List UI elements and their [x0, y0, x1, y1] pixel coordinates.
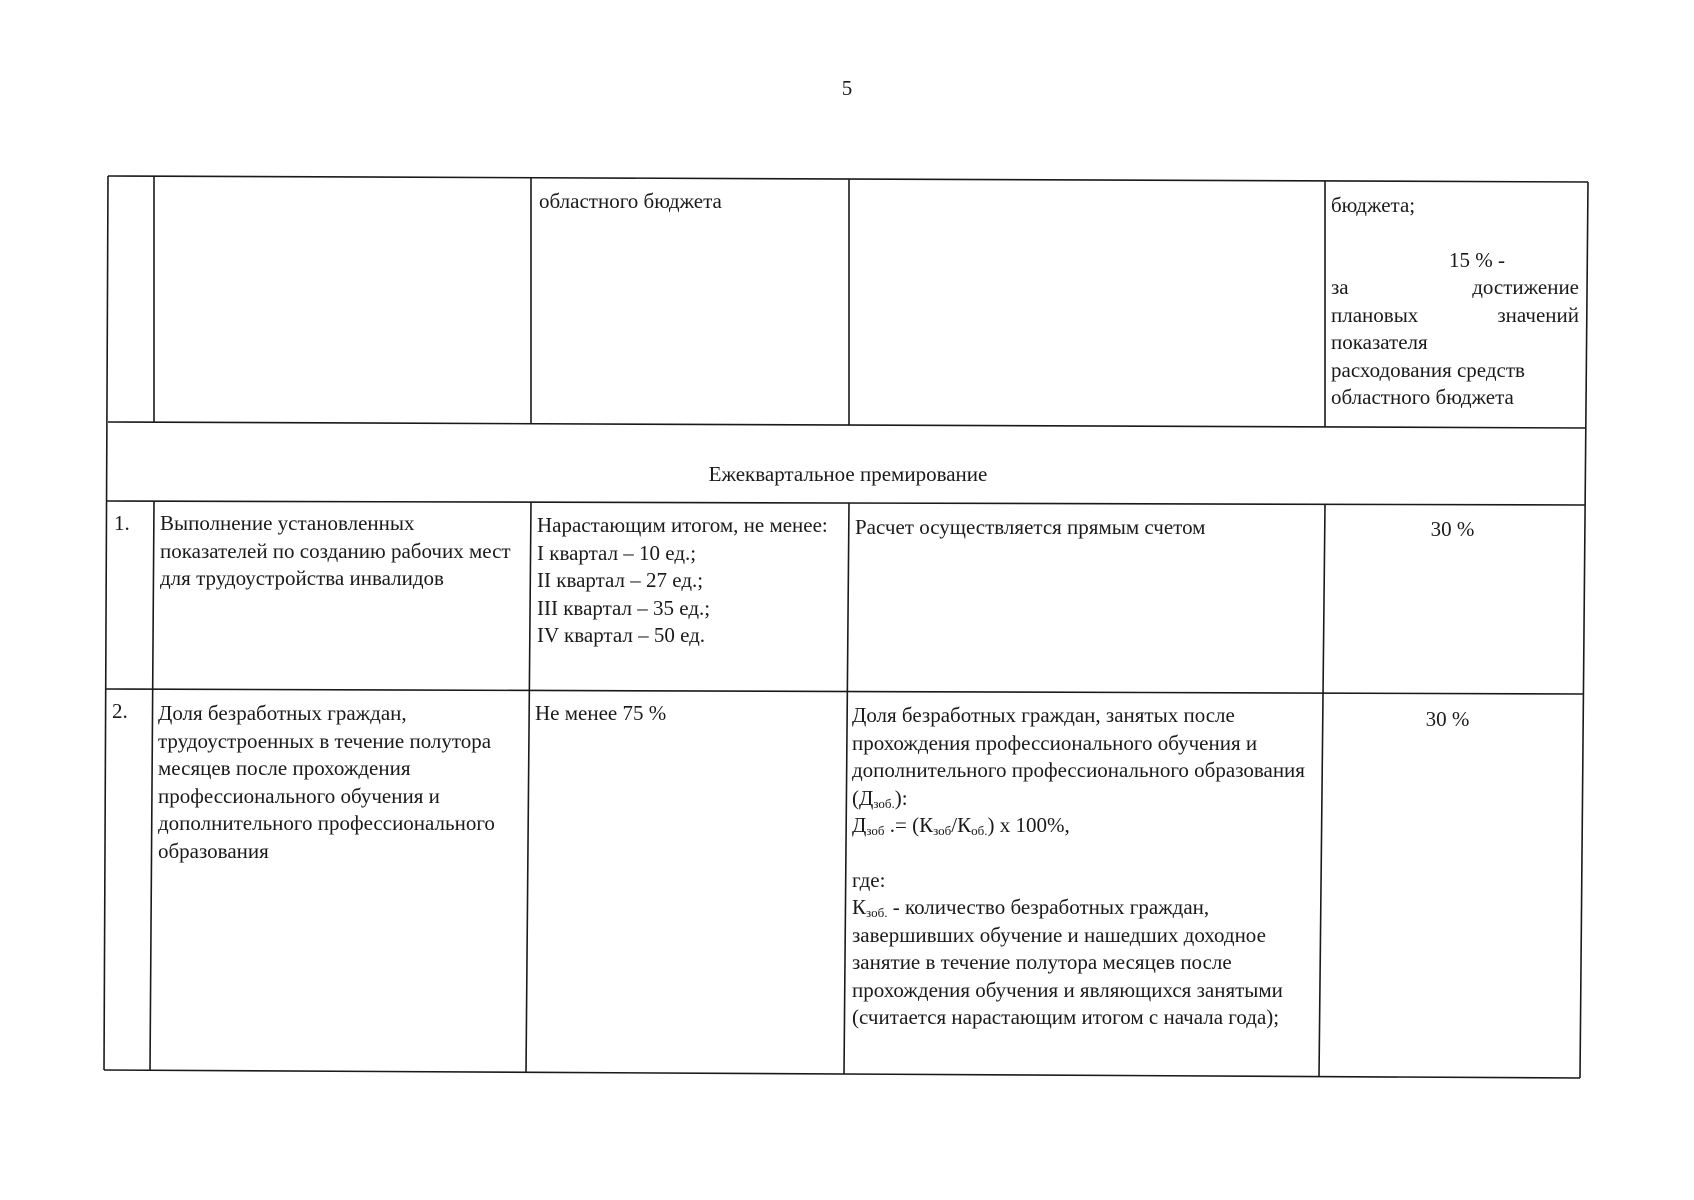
- row-2-indicator: Доля безработных граждан, трудоустроенных в течение полутора месяцев после прохождения профессионального обучения и дополнительного профессионального образования: [158, 701, 495, 863]
- row-2-number: 2.: [112, 699, 128, 723]
- method-intro-end: ):: [894, 785, 908, 810]
- row-2-criteria: Не менее 75 %: [535, 701, 667, 725]
- row-1-criteria: Нарастающим итогом, не менее: I квартал – 10 ед.; II квартал – 27 ед.; III квартал – 35 ед.; IV квартал – 50 ед.: [537, 513, 828, 647]
- percent-top-line-1: бюджета;: [1331, 193, 1416, 217]
- method-intro-sub: зоб.: [873, 795, 895, 811]
- cell-percent-top: [1331, 192, 1579, 412]
- formula-k2-sub: об.: [971, 823, 988, 838]
- row-2-percent: 30 %: [1425, 707, 1470, 731]
- percent-top-line-4: [1331, 302, 1579, 330]
- row-2-method: [852, 702, 1314, 1032]
- percent-top-line-3: [1331, 274, 1579, 302]
- formula-eq: .= (К: [884, 813, 934, 837]
- section-title: Ежеквартальное премирование: [708, 462, 988, 486]
- percent-top-word-za: за: [1331, 275, 1349, 299]
- method-intro-text: Доля безработных граждан, занятых после прохождения профессионального обучения и дополнительного профессионального образования (Д: [852, 703, 1305, 810]
- k-def-sub: зоб.: [866, 905, 888, 920]
- row-1-number: 1.: [114, 511, 130, 535]
- row-2-k-definition: [852, 894, 1314, 1032]
- percent-top-line-7: областного бюджета: [1331, 385, 1514, 409]
- row-1-method: Расчет осуществляется прямым счетом: [855, 515, 1206, 539]
- percent-top-line-2: 15 % -: [1449, 247, 1505, 272]
- row-1-percent: 30 %: [1430, 517, 1475, 541]
- k-def-text: - количество безработных граждан, завершивших обучение и нашедших доходное занятие в течение полутора месяцев после прохождения обучения и являющихся занятыми (считается нарастающим итогом с начала года);: [852, 895, 1283, 1029]
- formula-tail: ) х 100%,: [987, 813, 1070, 837]
- formula-k1-sub: зоб: [933, 823, 952, 838]
- formula-lhs: Д: [852, 813, 867, 837]
- cell-criteria-top: областного бюджета: [539, 189, 722, 213]
- percent-top-line-5: показателя: [1331, 330, 1428, 354]
- row-1-indicator: Выполнение установленных показателей по созданию рабочих мест для трудоустройства инвалидов: [160, 511, 511, 590]
- row-2-formula: [852, 812, 1314, 840]
- k-def-symbol: К: [852, 895, 867, 919]
- percent-top-word-znacheniy: значений: [1497, 302, 1579, 327]
- row-2-where: где:: [852, 867, 886, 892]
- percent-top-word-dostizhenie: достижение: [1472, 275, 1579, 299]
- formula-lhs-sub: зоб: [866, 823, 885, 838]
- page-number: 5: [841, 76, 853, 100]
- percent-top-line-6: расходования средств: [1331, 357, 1525, 382]
- percent-top-word-planovykh: плановых: [1331, 302, 1419, 327]
- row-2-method-intro: [852, 702, 1314, 812]
- formula-slash: /К: [951, 813, 972, 837]
